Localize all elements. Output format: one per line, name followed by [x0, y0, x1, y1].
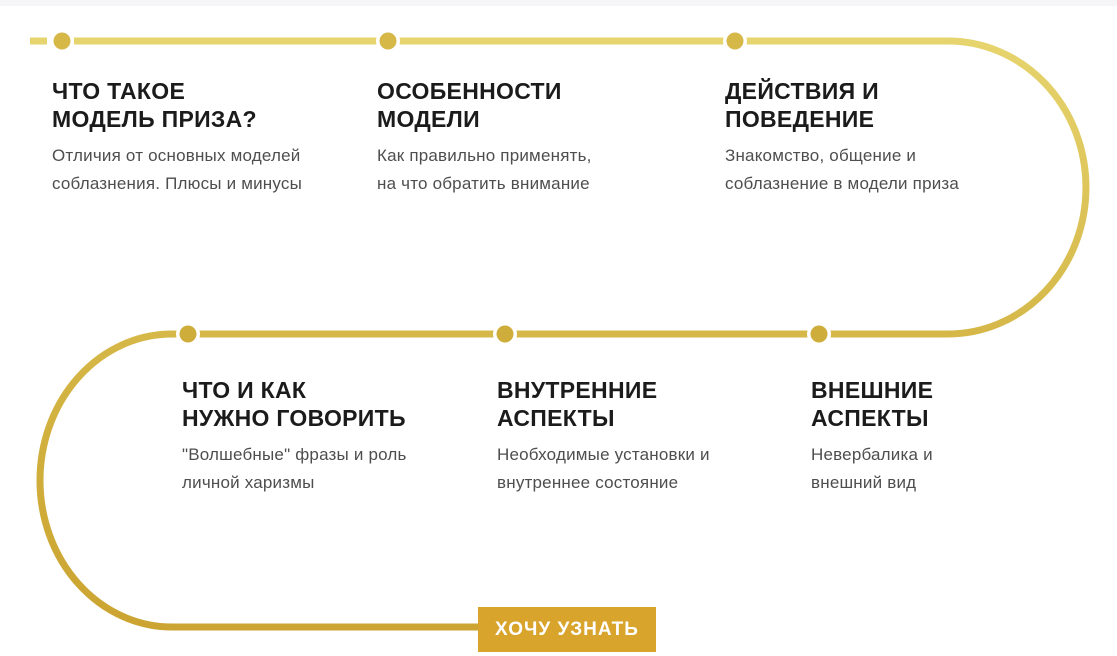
cta-button[interactable]: ХОЧУ УЗНАТЬ: [478, 607, 656, 652]
step-desc-line1: Невербалика и: [811, 445, 933, 464]
step-title: [725, 77, 1025, 133]
step-desc-line2: личной харизмы: [182, 473, 315, 492]
step-title: [182, 376, 482, 432]
step-title: [52, 77, 352, 133]
step-title-line1: ВНУТРЕННИЕ: [497, 377, 658, 403]
step-title-line2: НУЖНО ГОВОРИТЬ: [182, 405, 406, 431]
step-title: [811, 376, 1111, 432]
step-description: [52, 142, 352, 198]
step-title-line1: ДЕЙСТВИЯ И: [725, 78, 879, 104]
step-description: [497, 441, 797, 497]
step-title-line1: ОСОБЕННОСТИ: [377, 78, 562, 104]
milestone-dot-1: [54, 33, 71, 50]
step-card-inner-aspects: [497, 376, 797, 497]
step-card-actions-behavior: [725, 77, 1025, 198]
milestone-dot-4: [180, 326, 197, 343]
milestone-dot-2: [380, 33, 397, 50]
milestone-dot-5: [497, 326, 514, 343]
step-desc-line1: Необходимые установки и: [497, 445, 710, 464]
step-desc-line1: Знакомство, общение и: [725, 146, 917, 165]
step-card-what-is-prize-model: [52, 77, 352, 198]
step-desc-line1: "Волшебные" фразы и роль: [182, 445, 407, 464]
step-card-model-features: [377, 77, 677, 198]
step-title-line2: МОДЕЛИ: [377, 106, 480, 132]
step-title-line2: МОДЕЛЬ ПРИЗА?: [52, 106, 257, 132]
step-description: [182, 441, 482, 497]
step-title: [377, 77, 677, 133]
step-title-line1: ВНЕШНИЕ: [811, 377, 934, 403]
step-card-outer-aspects: [811, 376, 1111, 497]
step-description: [725, 142, 1025, 198]
step-title-line2: ПОВЕДЕНИЕ: [725, 106, 875, 132]
step-desc-line2: внешний вид: [811, 473, 917, 492]
milestone-dot-6: [811, 326, 828, 343]
step-desc-line2: соблазнения. Плюсы и минусы: [52, 174, 303, 193]
step-desc-line2: внутреннее состояние: [497, 473, 679, 492]
step-card-what-to-say: [182, 376, 482, 497]
step-description: [811, 441, 1111, 497]
step-description: [377, 142, 677, 198]
step-desc-line2: соблазнение в модели приза: [725, 174, 960, 193]
step-desc-line1: Отличия от основных моделей: [52, 146, 301, 165]
step-title-line2: АСПЕКТЫ: [497, 405, 615, 431]
step-title: [497, 376, 797, 432]
step-title-line1: ЧТО И КАК: [182, 377, 307, 403]
step-desc-line1: Как правильно применять,: [377, 146, 592, 165]
milestone-dot-3: [727, 33, 744, 50]
step-title-line2: АСПЕКТЫ: [811, 405, 929, 431]
step-desc-line2: на что обратить внимание: [377, 174, 590, 193]
step-title-line1: ЧТО ТАКОЕ: [52, 78, 186, 104]
